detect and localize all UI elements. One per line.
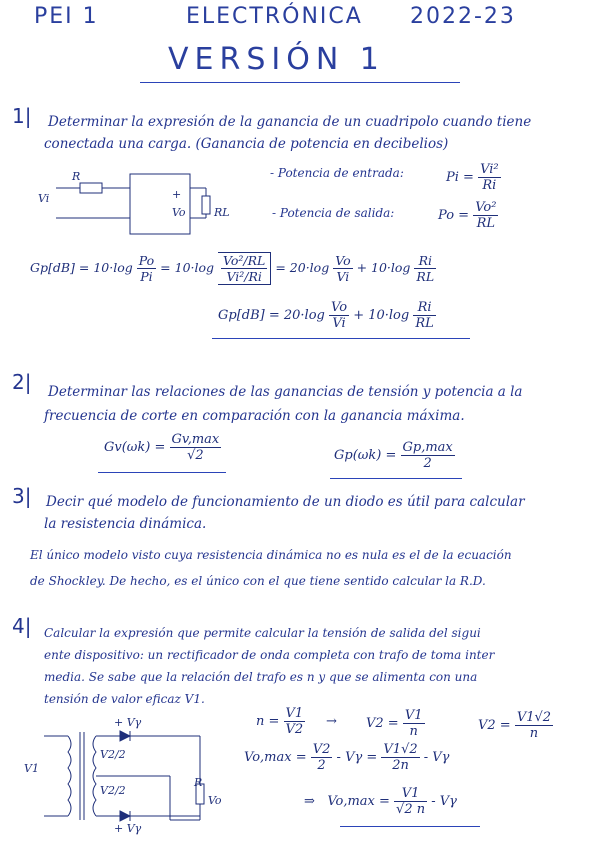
q1-main-equation: Gp[dB] = 10·log $\frac{Po}{Pi}$ = 10·log $\frac{\text{Vo²/RL}}{\text{Vi²/Ri}}$ = 20·log $\frac{Vo}{Vi}$ + 10·log $\frac{Ri}{RL}$: [30, 253, 435, 284]
q3-answer2: de Shockley. De hecho, es el único con el que tiene sentido calcular la R.D.: [30, 574, 486, 588]
q1-circuit-vo: Vo: [172, 206, 186, 219]
q4-circuit-v1: V1: [24, 762, 39, 775]
version-title: VERSIÓN 1: [168, 42, 385, 77]
header-subject: PEI 1: [34, 4, 99, 29]
q3-answer1: El único modelo visto cuya resistencia dinámica no es nula es el de la ecuación: [30, 548, 512, 562]
q4-circuit-v2a: V2/2: [100, 748, 126, 761]
q4-circuit-vo: Vo: [208, 794, 222, 807]
q2-line1: Determinar las relaciones de las ganancias de tensión y potencia a la: [48, 384, 523, 400]
q1-circuit-vi: Vi: [38, 192, 50, 205]
q1-final-underline: [212, 338, 470, 339]
header-year: 2022-23: [410, 4, 516, 29]
q4-circuit-vg-bot: + Vγ: [114, 822, 142, 835]
q4-line4: tensión de valor eficaz V1.: [44, 692, 205, 706]
q1-circuit-r: R: [72, 170, 81, 183]
q4-rectifier-circuit: [20, 716, 220, 836]
q4-eq-n: n = $\frac{V1}{V2}$: [256, 706, 304, 737]
q3-number: 3|: [12, 484, 32, 508]
q2-voltage-underline: [98, 472, 226, 473]
q1-output-power-label: - Potencia de salida:: [272, 206, 395, 220]
q1-line2: conectada una carga. (Ganancia de potencia en decibelios): [44, 136, 449, 152]
q1-input-power-eq: Pi = $\frac{\text{Vi²}}{Ri}$: [446, 162, 499, 193]
q1-input-power-label: - Potencia de entrada:: [270, 166, 404, 180]
q4-eq-v2b: V2 = $\frac{V1√2}{n}$: [478, 710, 552, 741]
q4-line1: Calcular la expresión que permite calcular la tensión de salida del sigui: [44, 626, 481, 640]
q4-circuit-vg-top: + Vγ: [114, 716, 142, 729]
q2-line2: frecuencia de corte en comparación con la ganancia máxima.: [44, 408, 465, 424]
q4-eq-v2: V2 = $\frac{V1}{n}$: [366, 708, 423, 739]
q1-circuit-plus: +: [172, 188, 182, 201]
q4-circuit-v2b: V2/2: [100, 784, 126, 797]
q3-line1: Decir qué modelo de funcionamiento de un diodo es útil para calcular: [46, 494, 525, 510]
q4-line3: media. Se sabe que la relación del trafo es n y que se alimenta con una: [44, 670, 478, 684]
q4-final-underline: [340, 826, 480, 827]
version-underline: [140, 82, 460, 83]
q2-voltage-gain-eq: Gv(ωk) = $\frac{Gv,\max}{√2}$: [104, 432, 220, 463]
q2-power-underline: [330, 478, 462, 479]
q1-circuit-rl: RL: [214, 206, 230, 219]
q4-eq-final: ⇒ Vo,max = $\frac{V1}{√2 n}$ - Vγ: [304, 786, 457, 817]
q1-final-equation: Gp[dB] = 20·log $\frac{Vo}{Vi}$ + 10·log $\frac{Ri}{RL}$: [218, 300, 434, 331]
header-topic: ELECTRÓNICA: [186, 4, 363, 29]
q1-line1: Determinar la expresión de la ganancia de un cuadripolo cuando tiene: [48, 114, 532, 130]
q4-line2: ente dispositivo: un rectificador de onda completa con trafo de toma inter: [44, 648, 495, 662]
q3-line2: la resistencia dinámica.: [44, 516, 207, 532]
q4-circuit-r: R: [194, 776, 203, 789]
q2-number: 2|: [12, 370, 32, 394]
q2-power-gain-eq: Gp(ωk) = $\frac{Gp,\max}{2}$: [334, 440, 453, 471]
q4-arrow: →: [326, 714, 337, 729]
q1-output-power-eq: Po = $\frac{\text{Vo²}}{RL}$: [438, 200, 497, 231]
q1-number: 1|: [12, 104, 32, 128]
q4-eq-vomax: Vo,max = $\frac{V2}{2}$ - Vγ = $\frac{V1√2}{2n}$ - Vγ: [244, 742, 450, 773]
q4-number: 4|: [12, 614, 32, 638]
